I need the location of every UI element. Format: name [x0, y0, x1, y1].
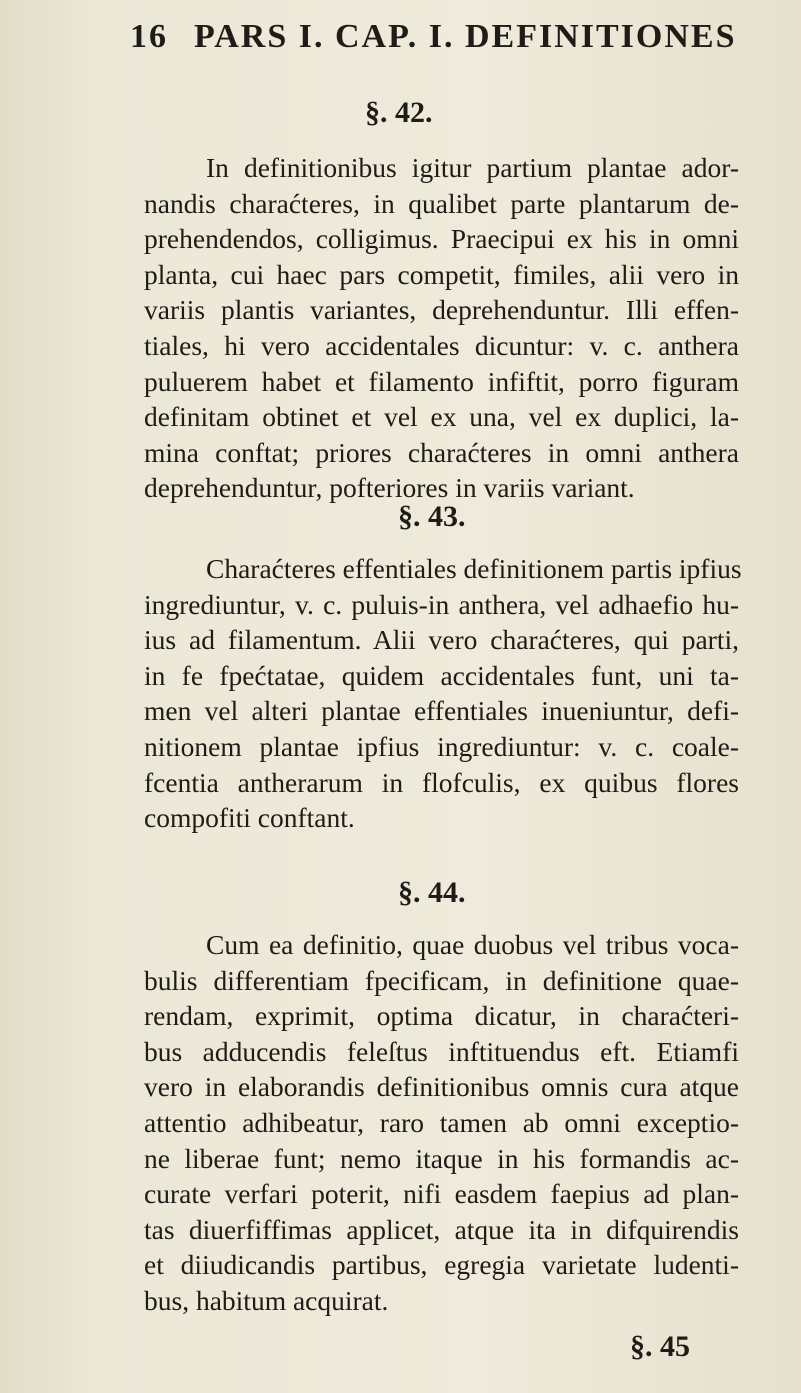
text-line: puluerem habet et filamento infiftit, porro figuram [144, 365, 739, 397]
section-42-text [144, 150, 739, 506]
page-header [130, 18, 737, 56]
catchword: §. 45 [630, 1330, 690, 1363]
section-mark-42: §. 42. [365, 96, 433, 129]
text-line: prehendendos, colligimus. Praecipui ex his in omni [144, 223, 739, 255]
section-44-text [144, 927, 739, 1319]
text-line: men vel alteri plantae effentiales inueniuntur, defi- [144, 695, 739, 727]
text-line: tiales, hi vero accidentales dicuntur: v. c. anthera [144, 329, 739, 361]
text-line: deprehenduntur, pofteriores in variis variant. [144, 472, 635, 504]
text-line: et diiudicandis partibus, egregia varietate ludenti- [144, 1249, 739, 1281]
page-number: 16 [130, 18, 168, 55]
text-line: Charaćteres effentiales definitionem partis ipfius [206, 553, 742, 584]
text-line: In definitionibus igitur partium plantae ador- [206, 152, 739, 183]
text-line: compofiti conftant. [144, 802, 355, 834]
text-line: curate verfari poterit, nifi easdem faepius ad plan- [144, 1178, 739, 1210]
text-line: bulis differentiam fpecificam, in definitione quae- [144, 964, 739, 996]
text-line: bus adducendis feleſtus inftituendus eft. Etiamfi [144, 1035, 739, 1067]
text-line: planta, cui haec pars competit, fimiles, alii vero in [144, 258, 739, 290]
text-line: in fe fpećtatae, quidem accidentales funt, uni ta- [144, 659, 739, 691]
running-title: PARS I. CAP. I. DEFINITIONES [194, 18, 737, 55]
text-line: variis plantis variantes, deprehenduntur. Illi effen- [144, 294, 739, 326]
text-line: attentio adhibeatur, raro tamen ab omni exceptio- [144, 1106, 739, 1138]
text-line: tas diuerfiffimas applicet, atque ita in difquirendis [144, 1213, 739, 1245]
text-line: vero in elaborandis definitionibus omnis cura atque [144, 1071, 739, 1103]
text-line: rendam, exprimit, optima dicatur, in charaćteri- [144, 1000, 739, 1032]
text-line: definitam obtinet et vel ex una, vel ex duplici, la- [144, 401, 739, 433]
text-line: nandis charaćteres, in qualibet parte plantarum de- [144, 187, 739, 219]
text-line: Cum ea definitio, quae duobus vel tribus voca- [206, 929, 739, 960]
section-mark-44: §. 44. [398, 876, 466, 909]
section-mark-43: §. 43. [398, 500, 466, 533]
section-43-text [144, 551, 742, 836]
text-line: bus, habitum acquirat. [144, 1284, 389, 1316]
text-line: fcentia antherarum in flofculis, ex quibus flores [144, 766, 739, 798]
text-line: ius ad filamentum. Alii vero charaćteres, qui parti, [144, 624, 739, 656]
text-line: nitionem plantae ipfius ingrediuntur: v. c. coale- [144, 730, 739, 762]
text-line: ingrediuntur, v. c. puluis-in anthera, vel adhaefio hu- [144, 588, 739, 620]
text-line: ne liberae funt; nemo itaque in his formandis ac- [144, 1142, 739, 1174]
text-line: mina conftat; priores charaćteres in omni anthera [144, 436, 739, 468]
